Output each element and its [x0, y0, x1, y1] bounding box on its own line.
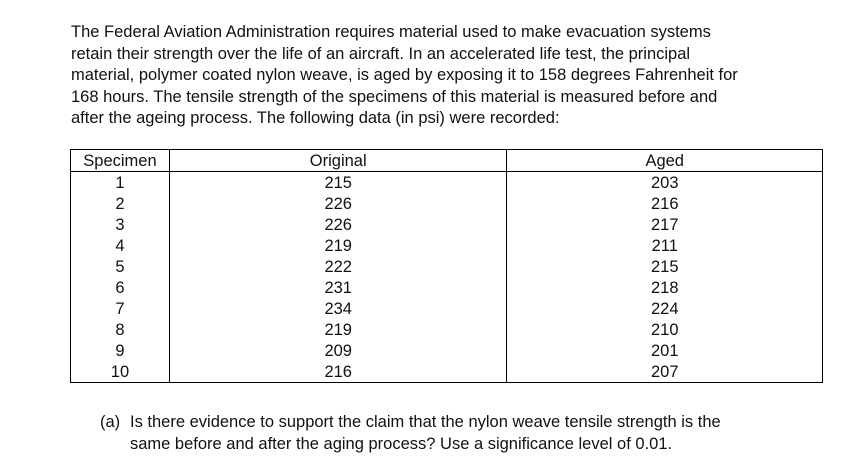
specimen-cell: 5	[71, 256, 170, 277]
table-row	[71, 235, 823, 256]
specimen-cell: 2	[71, 193, 170, 214]
table-row	[71, 298, 823, 319]
column-header-specimen: Specimen	[71, 150, 170, 172]
table-row	[71, 172, 823, 194]
original-cell: 234	[169, 298, 507, 319]
aged-cell: 210	[507, 319, 823, 340]
question-line: same before and after the aging process? Use a significance level of 0.01.	[130, 434, 673, 453]
problem-statement	[71, 22, 831, 130]
specimen-cell: 10	[71, 361, 170, 383]
tensile-strength-table	[70, 149, 823, 383]
original-cell: 209	[169, 340, 507, 361]
table-header-row	[71, 150, 823, 172]
problem-statement-line: retain their strength over the life of an aircraft. In an accelerated life test, the principal	[71, 44, 691, 63]
original-cell: 219	[169, 319, 507, 340]
aged-cell: 207	[507, 361, 823, 383]
column-header-aged: Aged	[507, 150, 823, 172]
question-label: (a)	[100, 413, 121, 431]
aged-cell: 217	[507, 214, 823, 235]
table-row	[71, 256, 823, 277]
table-row	[71, 319, 823, 340]
problem-statement-line: after the ageing process. The following data (in psi) were recorded:	[71, 109, 560, 127]
table-row	[71, 277, 823, 298]
original-cell: 222	[169, 256, 507, 277]
table-row	[71, 361, 823, 383]
specimen-cell: 9	[71, 340, 170, 361]
original-cell: 215	[169, 172, 507, 194]
original-cell: 231	[169, 277, 507, 298]
table-row	[71, 340, 823, 361]
specimen-cell: 7	[71, 298, 170, 319]
specimen-cell: 6	[71, 277, 170, 298]
problem-statement-line: The Federal Aviation Administration requires material used to make evacuation systems	[71, 23, 711, 41]
question-line: Is there evidence to support the claim that the nylon weave tensile strength is the	[130, 413, 721, 431]
table-row	[71, 214, 823, 235]
original-cell: 226	[169, 214, 507, 235]
table-row	[71, 193, 823, 214]
specimen-cell: 4	[71, 235, 170, 256]
specimen-cell: 3	[71, 214, 170, 235]
original-cell: 226	[169, 193, 507, 214]
specimen-cell: 1	[71, 172, 170, 194]
problem-statement-line: 168 hours. The tensile strength of the specimens of this material is measured before and	[71, 87, 718, 106]
aged-cell: 211	[507, 235, 823, 256]
aged-cell: 216	[507, 193, 823, 214]
aged-cell: 203	[507, 172, 823, 194]
original-cell: 219	[169, 235, 507, 256]
column-header-original: Original	[169, 150, 507, 172]
specimen-cell: 8	[71, 319, 170, 340]
problem-statement-line: material, polymer coated nylon weave, is aged by exposing it to 158 degrees Fahrenheit for	[71, 66, 738, 84]
question-text	[130, 412, 721, 455]
aged-cell: 218	[507, 277, 823, 298]
aged-cell: 201	[507, 340, 823, 361]
aged-cell: 224	[507, 298, 823, 319]
original-cell: 216	[169, 361, 507, 383]
aged-cell: 215	[507, 256, 823, 277]
